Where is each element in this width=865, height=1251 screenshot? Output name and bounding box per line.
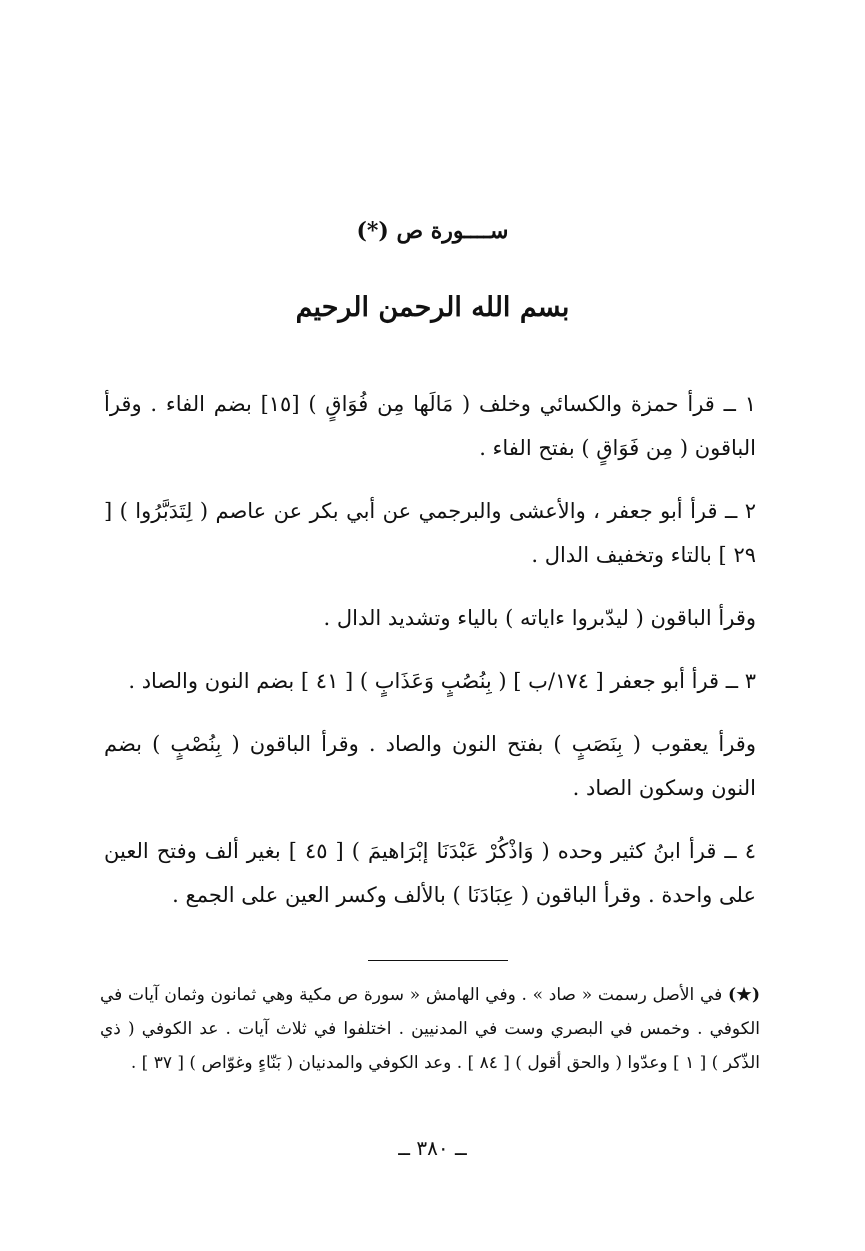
paragraph-5: وقرأ يعقوب ( بِنَصَبٍ ) بفتح النون والصاد . وقرأ الباقون ( بِنُصْبٍ ) بضم النون وسكون الصاد . [104, 732, 756, 800]
main-text [104, 382, 756, 936]
surah-title: ســــورة ص (*) [356, 218, 509, 244]
footnote-divider [368, 960, 508, 961]
paragraph-6: ٤ ــ قرأ ابنُ كثير وحده ( وَاذْكُرْ عَبْدَنَا إبْرَاهيمَ ) [ ٤٥ ] بغير ألف وفتح العين على واحدة . وقرأ الباقون ( عِبَادَنَا ) بالألف وكسر العين على الجمع . [104, 839, 756, 907]
footnote-text: في الأصل رسمت « صاد » . وفي الهامش « سورة ص مكية وهي ثمانون وثمان آيات في الكوفي . وخمس في البصري وست في المدنيين . اختلفوا في ثلاث آيات . عد الكوفي ( ذي الذّكر ) [ ١ ] وعدّوا ( والحق أقول ) [ ٨٤ ] . وعد الكوفي والمدنيان ( بَنّاءٍ وغوّاص ) [ ٣٧ ] . [100, 985, 760, 1073]
paragraph-4: ٣ ــ قرأ أبو جعفر [ ١٧٤/ب ] ( بِنُصُبٍ وَعَذَابٍ ) [ ٤١ ] بضم النون والصاد . [128, 669, 756, 693]
footnote [100, 978, 760, 1080]
paragraph-2: ٢ ــ قرأ أبو جعفر ، والأعشى والبرجمي عن أبي بكر عن عاصم ( لِتَدَبَّرُوا ) [ ٢٩ ] بالتاء وتخفيف الدال . [104, 499, 756, 567]
basmala-heading: بسم الله الرحمن الرحيم [295, 292, 570, 323]
paragraph-1: ١ ــ قرأ حمزة والكسائي وخلف ( مَالَها مِن فُوَاقٍ ) [١٥] بضم الفاء . وقرأ الباقون ( مِن فَوَاقٍ ) بفتح الفاء . [104, 392, 756, 460]
page-number: ــ ٣٨٠ ــ [398, 1136, 467, 1160]
footnote-marker: (★) [728, 985, 760, 1005]
paragraph-3: وقرأ الباقون ( ليدّبروا ءاياته ) بالياء وتشديد الدال . [323, 606, 756, 630]
